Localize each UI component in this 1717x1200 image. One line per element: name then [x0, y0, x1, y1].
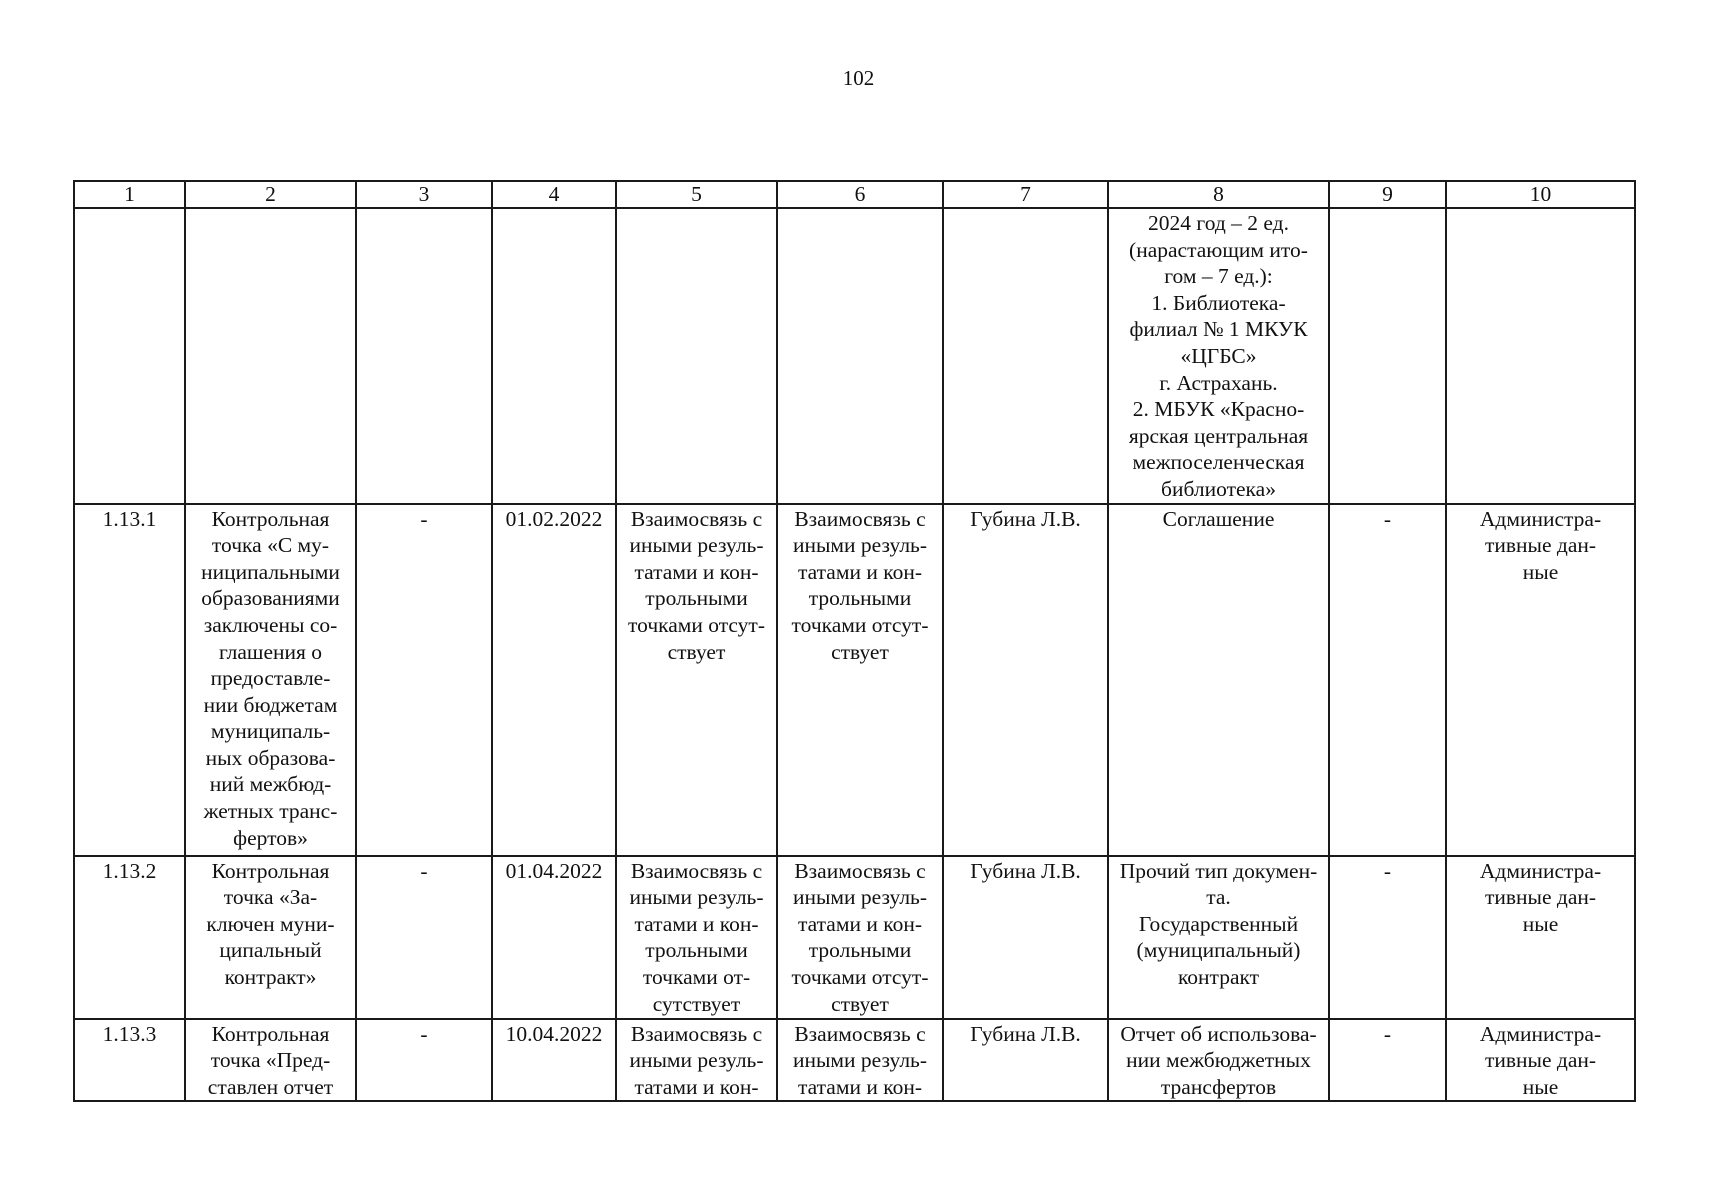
header-cell: 9	[1329, 181, 1446, 208]
data-source-cell: Администра- тивные дан- ные	[1446, 1019, 1635, 1102]
empty-cell	[616, 208, 777, 504]
relation-cell: Взаимосвязь с иными резуль- татами и кон-	[616, 1019, 777, 1102]
table-row	[74, 1019, 1635, 1102]
table-row-continuation	[74, 208, 1635, 504]
responsible-cell: Губина Л.В.	[943, 1019, 1108, 1102]
date-cell: 10.04.2022	[492, 1019, 616, 1102]
header-cell: 3	[356, 181, 492, 208]
row-number-cell: 1.13.1	[74, 504, 185, 856]
page-number: 102	[842, 66, 875, 90]
header-cell: 7	[943, 181, 1108, 208]
header-cell: 1	[74, 181, 185, 208]
control-point-name-cell: Контрольная точка «Пред- ставлен отчет	[185, 1019, 356, 1102]
empty-cell	[185, 208, 356, 504]
empty-cell	[1446, 208, 1635, 504]
col9-cell: -	[1329, 504, 1446, 856]
document-type-cell: Соглашение	[1108, 504, 1329, 856]
table-row	[74, 856, 1635, 1019]
header-cell: 5	[616, 181, 777, 208]
date-cell: 01.02.2022	[492, 504, 616, 856]
empty-cell	[1329, 208, 1446, 504]
empty-cell	[777, 208, 943, 504]
col3-cell: -	[356, 504, 492, 856]
empty-cell	[492, 208, 616, 504]
relation-cell: Взаимосвязь с иными резуль- татами и кон- трольными точками от- сутствует	[616, 856, 777, 1019]
relation-cell: Взаимосвязь с иными резуль- татами и кон-	[777, 1019, 943, 1102]
control-point-name-cell: Контрольная точка «С му- ниципальными образованиями заключены со- глашения о предоставле- нии бюджетам муниципаль- ных образова- ний межбюд- жетных транс- фертов»	[185, 504, 356, 856]
relation-cell: Взаимосвязь с иными резуль- татами и кон- трольными точками отсут- ствует	[777, 856, 943, 1019]
date-cell: 01.04.2022	[492, 856, 616, 1019]
row-number-cell: 1.13.2	[74, 856, 185, 1019]
empty-cell	[943, 208, 1108, 504]
control-point-name-cell: Контрольная точка «За- ключен муни- ципальный контракт»	[185, 856, 356, 1019]
header-cell: 8	[1108, 181, 1329, 208]
header-cell: 6	[777, 181, 943, 208]
document-type-cell: Отчет об использова- нии межбюджетных трансфертов	[1108, 1019, 1329, 1102]
data-source-cell: Администра- тивные дан- ные	[1446, 856, 1635, 1019]
header-cell: 4	[492, 181, 616, 208]
table-row	[74, 504, 1635, 856]
col9-cell: -	[1329, 856, 1446, 1019]
responsible-cell: Губина Л.В.	[943, 856, 1108, 1019]
empty-cell	[74, 208, 185, 504]
col9-cell: -	[1329, 1019, 1446, 1102]
row-number-cell: 1.13.3	[74, 1019, 185, 1102]
document-type-cell: Прочий тип докумен- та. Государственный (муниципальный) контракт	[1108, 856, 1329, 1019]
header-cell: 2	[185, 181, 356, 208]
relation-cell: Взаимосвязь с иными резуль- татами и кон- трольными точками отсут- ствует	[777, 504, 943, 856]
col3-cell: -	[356, 1019, 492, 1102]
empty-cell	[356, 208, 492, 504]
data-source-cell: Администра- тивные дан- ные	[1446, 504, 1635, 856]
table-header-row	[74, 181, 1635, 208]
indicator-values-cell: 2024 год – 2 ед. (нарастающим ито- гом – 7 ед.): 1. Библиотека- филиал № 1 МКУК «ЦГБС» г. Астрахань. 2. МБУК «Красно- ярская центральная межпоселенческая библиотека»	[1108, 208, 1329, 504]
document-table	[73, 180, 1636, 1102]
col3-cell: -	[356, 856, 492, 1019]
responsible-cell: Губина Л.В.	[943, 504, 1108, 856]
header-cell: 10	[1446, 181, 1635, 208]
relation-cell: Взаимосвязь с иными резуль- татами и кон- трольными точками отсут- ствует	[616, 504, 777, 856]
